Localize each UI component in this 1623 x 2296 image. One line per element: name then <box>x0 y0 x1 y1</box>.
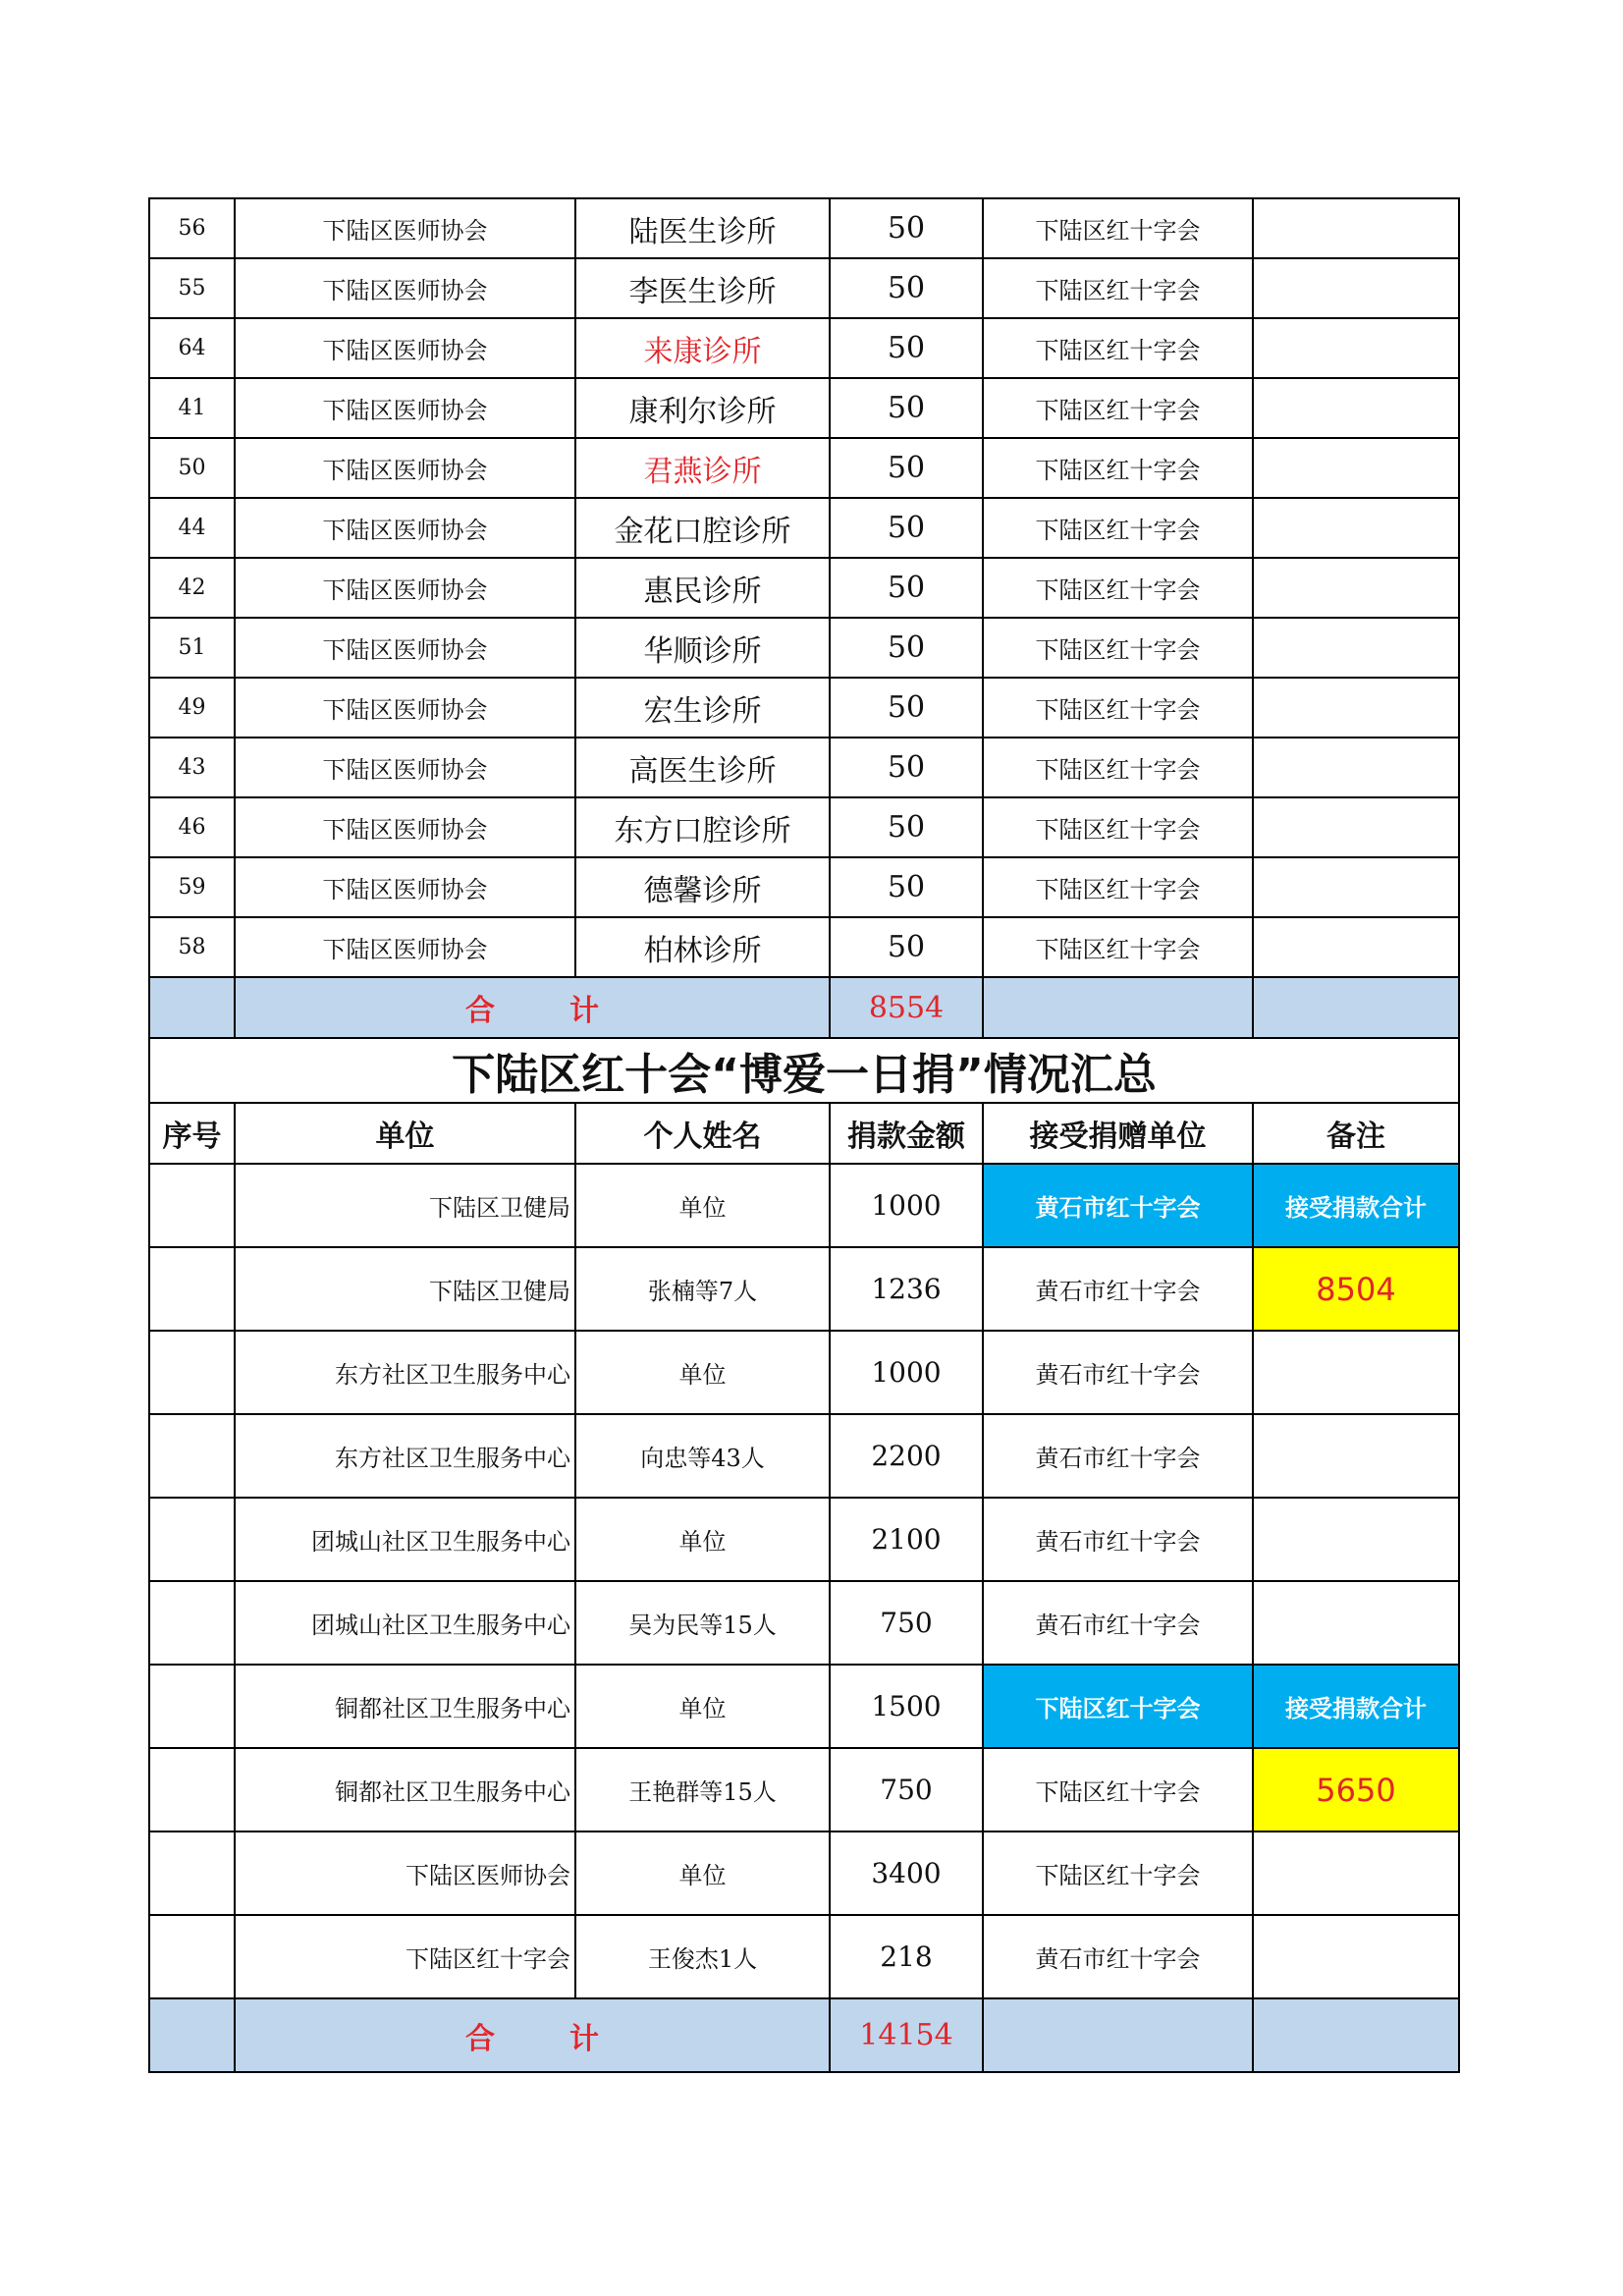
summary-recipient: 黄石市红十字会 <box>983 1164 1253 1247</box>
table-row <box>149 738 1459 797</box>
summary-note: 接受捐款合计 <box>1253 1665 1459 1748</box>
row-name: 李医生诊所 <box>575 258 830 318</box>
part1-total <box>149 977 1459 1038</box>
row-note <box>1253 318 1459 378</box>
summary-total-label <box>235 1998 830 2072</box>
header-amount: 捐款金额 <box>830 1103 983 1164</box>
row-seq: 41 <box>149 378 235 438</box>
summary-row <box>149 1331 1459 1414</box>
row-note <box>1253 738 1459 797</box>
summary-unit: 团城山社区卫生服务中心 <box>235 1498 575 1581</box>
row-recipient: 下陆区红十字会 <box>983 797 1253 857</box>
summary-recipient: 黄石市红十字会 <box>983 1247 1253 1331</box>
table-row <box>149 498 1459 558</box>
row-unit: 下陆区医师协会 <box>235 738 575 797</box>
row-amount: 50 <box>830 438 983 498</box>
total-label <box>235 977 830 1038</box>
header-note: 备注 <box>1253 1103 1459 1164</box>
row-name: 宏生诊所 <box>575 678 830 738</box>
total-row <box>149 977 1459 1038</box>
total-amount: 8554 <box>830 977 983 1038</box>
summary-name: 单位 <box>575 1665 830 1748</box>
table-row <box>149 318 1459 378</box>
part1-body <box>149 198 1459 977</box>
row-recipient: 下陆区红十字会 <box>983 198 1253 258</box>
summary-seq <box>149 1831 235 1915</box>
row-amount: 50 <box>830 738 983 797</box>
summary-total-seq-cell <box>149 1998 235 2072</box>
row-recipient: 下陆区红十字会 <box>983 378 1253 438</box>
summary-row <box>149 1247 1459 1331</box>
row-seq: 49 <box>149 678 235 738</box>
row-recipient: 下陆区红十字会 <box>983 498 1253 558</box>
row-recipient: 下陆区红十字会 <box>983 917 1253 977</box>
summary-unit: 下陆区医师协会 <box>235 1831 575 1915</box>
summary-seq <box>149 1414 235 1498</box>
donation-table <box>148 197 1460 2073</box>
row-unit: 下陆区医师协会 <box>235 498 575 558</box>
summary-total-recipient-cell <box>983 1998 1253 2072</box>
summary-section <box>149 1038 1459 1164</box>
row-unit: 下陆区医师协会 <box>235 797 575 857</box>
summary-row <box>149 1498 1459 1581</box>
row-seq: 55 <box>149 258 235 318</box>
summary-note <box>1253 1414 1459 1498</box>
summary-note <box>1253 1831 1459 1915</box>
row-name: 东方口腔诊所 <box>575 797 830 857</box>
summary-recipient: 黄石市红十字会 <box>983 1414 1253 1498</box>
summary-amount: 2200 <box>830 1414 983 1498</box>
summary-recipient: 黄石市红十字会 <box>983 1915 1253 1998</box>
summary-unit: 东方社区卫生服务中心 <box>235 1331 575 1414</box>
row-amount: 50 <box>830 797 983 857</box>
summary-amount: 1000 <box>830 1164 983 1247</box>
table-row <box>149 797 1459 857</box>
summary-seq <box>149 1665 235 1748</box>
summary-amount: 218 <box>830 1915 983 1998</box>
summary-name: 单位 <box>575 1498 830 1581</box>
summary-total-label-a: 合 <box>465 2021 495 2056</box>
row-unit: 下陆区医师协会 <box>235 917 575 977</box>
summary-note: 8504 <box>1253 1247 1459 1331</box>
summary-seq <box>149 1498 235 1581</box>
row-seq: 51 <box>149 618 235 678</box>
row-recipient: 下陆区红十字会 <box>983 438 1253 498</box>
row-amount: 50 <box>830 378 983 438</box>
total-seq-cell <box>149 977 235 1038</box>
summary-amount: 1500 <box>830 1665 983 1748</box>
row-amount: 50 <box>830 318 983 378</box>
summary-seq <box>149 1915 235 1998</box>
summary-unit: 东方社区卫生服务中心 <box>235 1414 575 1498</box>
summary-name: 王艳群等15人 <box>575 1748 830 1831</box>
table-row <box>149 917 1459 977</box>
row-recipient: 下陆区红十字会 <box>983 738 1253 797</box>
row-name: 华顺诊所 <box>575 618 830 678</box>
row-amount: 50 <box>830 198 983 258</box>
summary-row <box>149 1665 1459 1748</box>
row-seq: 43 <box>149 738 235 797</box>
row-amount: 50 <box>830 678 983 738</box>
row-note <box>1253 917 1459 977</box>
row-seq: 58 <box>149 917 235 977</box>
row-unit: 下陆区医师协会 <box>235 618 575 678</box>
header-unit: 单位 <box>235 1103 575 1164</box>
summary-amount: 3400 <box>830 1831 983 1915</box>
row-note <box>1253 618 1459 678</box>
row-amount: 50 <box>830 618 983 678</box>
total-recipient-cell <box>983 977 1253 1038</box>
summary-seq <box>149 1247 235 1331</box>
table-row <box>149 618 1459 678</box>
summary-seq <box>149 1581 235 1665</box>
summary-note: 接受捐款合计 <box>1253 1164 1459 1247</box>
summary-total-label-b: 计 <box>569 2021 599 2056</box>
table-row <box>149 678 1459 738</box>
summary-row <box>149 1581 1459 1665</box>
row-name: 惠民诊所 <box>575 558 830 618</box>
summary-name: 王俊杰1人 <box>575 1915 830 1998</box>
summary-unit: 铜都社区卫生服务中心 <box>235 1748 575 1831</box>
summary-header-row <box>149 1103 1459 1164</box>
summary-recipient: 黄石市红十字会 <box>983 1331 1253 1414</box>
total-label-a: 合 <box>465 994 495 1028</box>
summary-name: 单位 <box>575 1831 830 1915</box>
row-seq: 44 <box>149 498 235 558</box>
summary-amount: 750 <box>830 1581 983 1665</box>
summary-note <box>1253 1498 1459 1581</box>
row-unit: 下陆区医师协会 <box>235 198 575 258</box>
summary-recipient: 黄石市红十字会 <box>983 1581 1253 1665</box>
summary-unit: 下陆区红十字会 <box>235 1915 575 1998</box>
summary-note: 5650 <box>1253 1748 1459 1831</box>
summary-total <box>149 1998 1459 2072</box>
row-seq: 56 <box>149 198 235 258</box>
table-row <box>149 378 1459 438</box>
summary-unit: 下陆区卫健局 <box>235 1247 575 1331</box>
summary-row <box>149 1748 1459 1831</box>
summary-total-note-cell <box>1253 1998 1459 2072</box>
summary-row <box>149 1831 1459 1915</box>
row-unit: 下陆区医师协会 <box>235 258 575 318</box>
header-seq: 序号 <box>149 1103 235 1164</box>
summary-name: 单位 <box>575 1164 830 1247</box>
row-note <box>1253 558 1459 618</box>
summary-total-amount: 14154 <box>830 1998 983 2072</box>
summary-unit: 下陆区卫健局 <box>235 1164 575 1247</box>
row-name: 德馨诊所 <box>575 857 830 917</box>
row-recipient: 下陆区红十字会 <box>983 678 1253 738</box>
row-unit: 下陆区医师协会 <box>235 438 575 498</box>
row-amount: 50 <box>830 258 983 318</box>
row-name: 康利尔诊所 <box>575 378 830 438</box>
row-seq: 64 <box>149 318 235 378</box>
row-amount: 50 <box>830 857 983 917</box>
summary-row <box>149 1164 1459 1247</box>
donation-sheet <box>148 197 1458 2073</box>
row-amount: 50 <box>830 917 983 977</box>
row-note <box>1253 797 1459 857</box>
table-row <box>149 558 1459 618</box>
row-note <box>1253 857 1459 917</box>
row-note <box>1253 438 1459 498</box>
row-name: 陆医生诊所 <box>575 198 830 258</box>
row-name: 高医生诊所 <box>575 738 830 797</box>
header-recipient: 接受捐赠单位 <box>983 1103 1253 1164</box>
total-note-cell <box>1253 977 1459 1038</box>
summary-note <box>1253 1915 1459 1998</box>
row-unit: 下陆区医师协会 <box>235 378 575 438</box>
summary-name: 单位 <box>575 1331 830 1414</box>
summary-row <box>149 1915 1459 1998</box>
summary-seq <box>149 1748 235 1831</box>
summary-unit: 铜都社区卫生服务中心 <box>235 1665 575 1748</box>
summary-amount: 2100 <box>830 1498 983 1581</box>
row-recipient: 下陆区红十字会 <box>983 857 1253 917</box>
row-note <box>1253 258 1459 318</box>
row-recipient: 下陆区红十字会 <box>983 258 1253 318</box>
summary-body <box>149 1164 1459 1998</box>
table-row <box>149 438 1459 498</box>
row-recipient: 下陆区红十字会 <box>983 318 1253 378</box>
row-name: 金花口腔诊所 <box>575 498 830 558</box>
summary-recipient: 下陆区红十字会 <box>983 1665 1253 1748</box>
summary-row <box>149 1414 1459 1498</box>
row-seq: 46 <box>149 797 235 857</box>
summary-total-row <box>149 1998 1459 2072</box>
summary-unit: 团城山社区卫生服务中心 <box>235 1581 575 1665</box>
row-name: 君燕诊所 <box>575 438 830 498</box>
row-note <box>1253 678 1459 738</box>
summary-amount: 750 <box>830 1748 983 1831</box>
table-row <box>149 857 1459 917</box>
row-unit: 下陆区医师协会 <box>235 678 575 738</box>
row-amount: 50 <box>830 558 983 618</box>
summary-name: 向忠等43人 <box>575 1414 830 1498</box>
row-amount: 50 <box>830 498 983 558</box>
summary-amount: 1236 <box>830 1247 983 1331</box>
summary-seq <box>149 1331 235 1414</box>
row-name: 柏林诊所 <box>575 917 830 977</box>
row-seq: 42 <box>149 558 235 618</box>
row-name: 来康诊所 <box>575 318 830 378</box>
summary-note <box>1253 1331 1459 1414</box>
table-row <box>149 258 1459 318</box>
total-label-b: 计 <box>569 994 599 1028</box>
row-unit: 下陆区医师协会 <box>235 857 575 917</box>
header-name: 个人姓名 <box>575 1103 830 1164</box>
summary-recipient: 黄石市红十字会 <box>983 1498 1253 1581</box>
summary-amount: 1000 <box>830 1331 983 1414</box>
row-unit: 下陆区医师协会 <box>235 558 575 618</box>
row-recipient: 下陆区红十字会 <box>983 618 1253 678</box>
summary-recipient: 下陆区红十字会 <box>983 1831 1253 1915</box>
row-note <box>1253 498 1459 558</box>
row-unit: 下陆区医师协会 <box>235 318 575 378</box>
summary-recipient: 下陆区红十字会 <box>983 1748 1253 1831</box>
summary-name: 吴为民等15人 <box>575 1581 830 1665</box>
summary-note <box>1253 1581 1459 1665</box>
row-seq: 59 <box>149 857 235 917</box>
summary-title-row <box>149 1038 1459 1103</box>
summary-title: 下陆区红十会“博爱一日捐”情况汇总 <box>149 1038 1459 1103</box>
row-seq: 50 <box>149 438 235 498</box>
row-recipient: 下陆区红十字会 <box>983 558 1253 618</box>
summary-seq <box>149 1164 235 1247</box>
table-row <box>149 198 1459 258</box>
summary-name: 张楠等7人 <box>575 1247 830 1331</box>
row-note <box>1253 378 1459 438</box>
row-note <box>1253 198 1459 258</box>
